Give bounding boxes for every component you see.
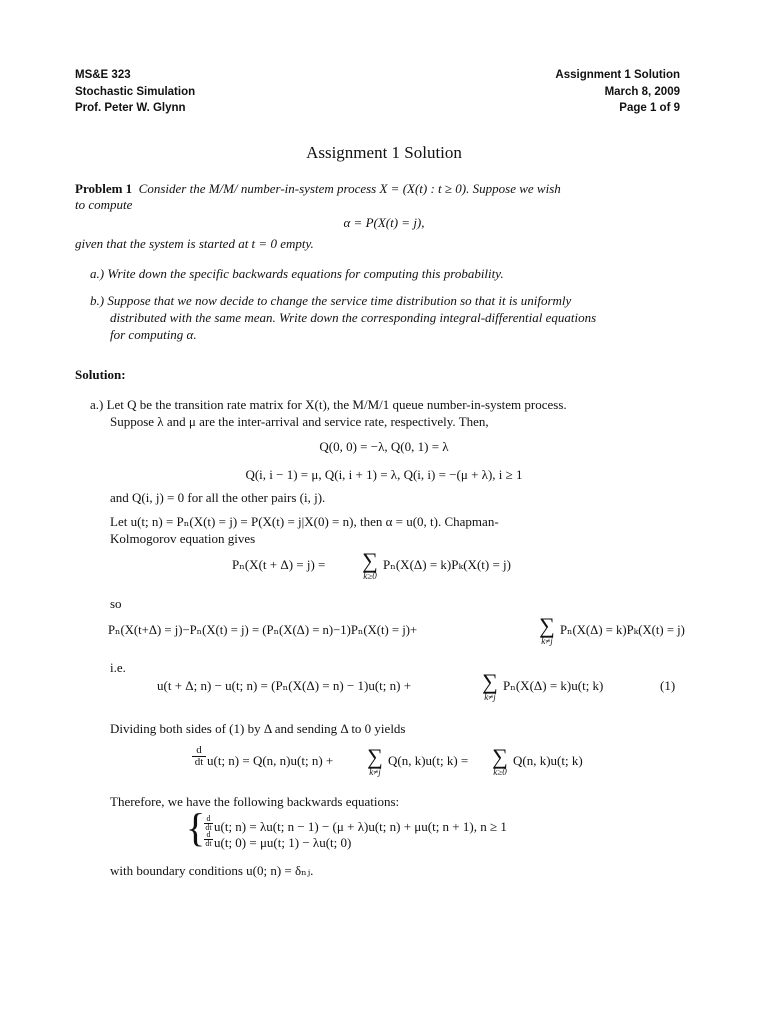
problem-part-b-1: b.) Suppose that we now decide to change the service time distribution so that it is uniformly: [90, 293, 572, 308]
equation-q0: Q(0, 0) = −λ, Q(0, 1) = λ: [319, 439, 449, 454]
sum-index: k≠j: [484, 692, 496, 702]
solution-a-line-4: Let u(t; n) = Pₙ(X(t) = j) = P(X(t) = j|X(0) = n), then α = u(0, t). Chapman-: [110, 514, 499, 529]
solution-a-line-2: Suppose λ and μ are the inter-arrival and service rate, respectively. Then,: [110, 414, 489, 429]
therefore-text: Therefore, we have the following backwards equations:: [110, 794, 400, 809]
eq1-lhs: u(t + Δ; n) − u(t; n) = (Pₙ(X(Δ) = n) − 1)u(t; n) +: [157, 678, 412, 693]
sum-symbol: ∑ k≠j: [364, 747, 386, 777]
ie-label: i.e.: [110, 660, 126, 675]
sum-symbol: ∑ k≥0: [359, 551, 381, 581]
problem-part-b-3: for computing α.: [110, 327, 197, 342]
document-date: March 8, 2009: [604, 85, 680, 98]
derivative-numerator: d: [192, 745, 206, 757]
solution-a-line-1: a.) Let Q be the transition rate matrix for X(t), the M/M/1 queue number-in-system process.: [90, 397, 567, 412]
solution-a-line-3: and Q(i, j) = 0 for all the other pairs (i, j).: [110, 490, 326, 505]
derivative-numerator: d: [204, 815, 213, 824]
problem-equation: α = P(X(t) = j),: [343, 215, 425, 230]
derivative-fraction: [204, 831, 213, 848]
problem-part-a: a.) Write down the specific backwards equations for computing this probability.: [90, 266, 504, 281]
backwards-eq-1: u(t; n) = λu(t; n − 1) − (μ + λ)u(t; n) + μu(t; n + 1), n ≥ 1: [214, 819, 507, 834]
page-number: Page 1 of 9: [619, 102, 680, 114]
derivative-numerator: d: [204, 831, 213, 840]
so-rhs: Pₙ(X(Δ) = k)Pₖ(X(t) = j): [560, 623, 685, 637]
course-number: MS&E 323: [75, 69, 131, 81]
course-name: Stochastic Simulation: [75, 85, 196, 98]
ck-lhs: Pₙ(X(t + Δ) = j) =: [232, 557, 326, 572]
problem-text-1: Consider the M/M/ number-in-system process X = (X(t) : t ≥ 0). Suppose we wish: [138, 181, 561, 196]
sum-symbol: ∑ k≠j: [536, 616, 558, 646]
solution-a-line-5: Kolmogorov equation gives: [110, 531, 256, 546]
dividing-text: Dividing both sides of (1) by Δ and sending Δ to 0 yields: [110, 721, 406, 736]
equation-qi: Q(i, i − 1) = μ, Q(i, i + 1) = λ, Q(i, i) = −(μ + λ), i ≥ 1: [245, 467, 523, 482]
problem-label: Problem 1: [75, 181, 133, 196]
derivative-denominator: dt: [205, 823, 212, 832]
header-left: [75, 67, 195, 117]
page-title: Assignment 1 Solution: [306, 143, 462, 162]
document-label: Assignment 1 Solution: [555, 69, 680, 81]
sum-symbol: ∑ k≥0: [489, 747, 511, 777]
deq-part-b: Q(n, k)u(t; k) =: [388, 753, 469, 768]
sum-symbol: ∑ k≠j: [479, 672, 501, 702]
ck-rhs: Pₙ(X(Δ) = k)Pₖ(X(t) = j): [383, 557, 511, 572]
problem-line-1: [75, 181, 561, 197]
sum-index: k≠j: [541, 636, 553, 646]
derivative-fraction: [192, 745, 206, 768]
boundary-text: with boundary conditions u(0; n) = δₙⱼ.: [110, 863, 314, 878]
header-right: [555, 67, 680, 117]
sum-index: k≥0: [363, 571, 377, 581]
deq-part-a: u(t; n) = Q(n, n)u(t; n) +: [207, 753, 334, 768]
so-lhs: Pₙ(X(t+Δ) = j)−Pₙ(X(t) = j) = (Pₙ(X(Δ) = n)−1)Pₙ(X(t) = j)+: [108, 623, 418, 637]
sum-index: k≠j: [369, 767, 381, 777]
professor-name: Prof. Peter W. Glynn: [75, 102, 186, 114]
solution-label: Solution:: [75, 367, 126, 382]
problem-part-b-2: distributed with the same mean. Write down the corresponding integral-differential equations: [110, 310, 597, 325]
so-label: so: [110, 596, 122, 611]
backwards-eq-2: u(t; 0) = μu(t; 1) − λu(t; 0): [214, 835, 352, 850]
problem-line-2: to compute: [75, 197, 133, 212]
system-brace: {: [186, 805, 206, 850]
derivative-denominator: dt: [194, 756, 204, 768]
sum-index: k≥0: [493, 767, 507, 777]
equation-number: (1): [660, 678, 676, 693]
problem-line-3: given that the system is started at t = 0 empty.: [75, 236, 314, 251]
derivative-denominator: dt: [205, 839, 212, 848]
eq1-rhs: Pₙ(X(Δ) = k)u(t; k): [503, 678, 604, 693]
deq-part-c: Q(n, k)u(t; k): [513, 753, 583, 768]
